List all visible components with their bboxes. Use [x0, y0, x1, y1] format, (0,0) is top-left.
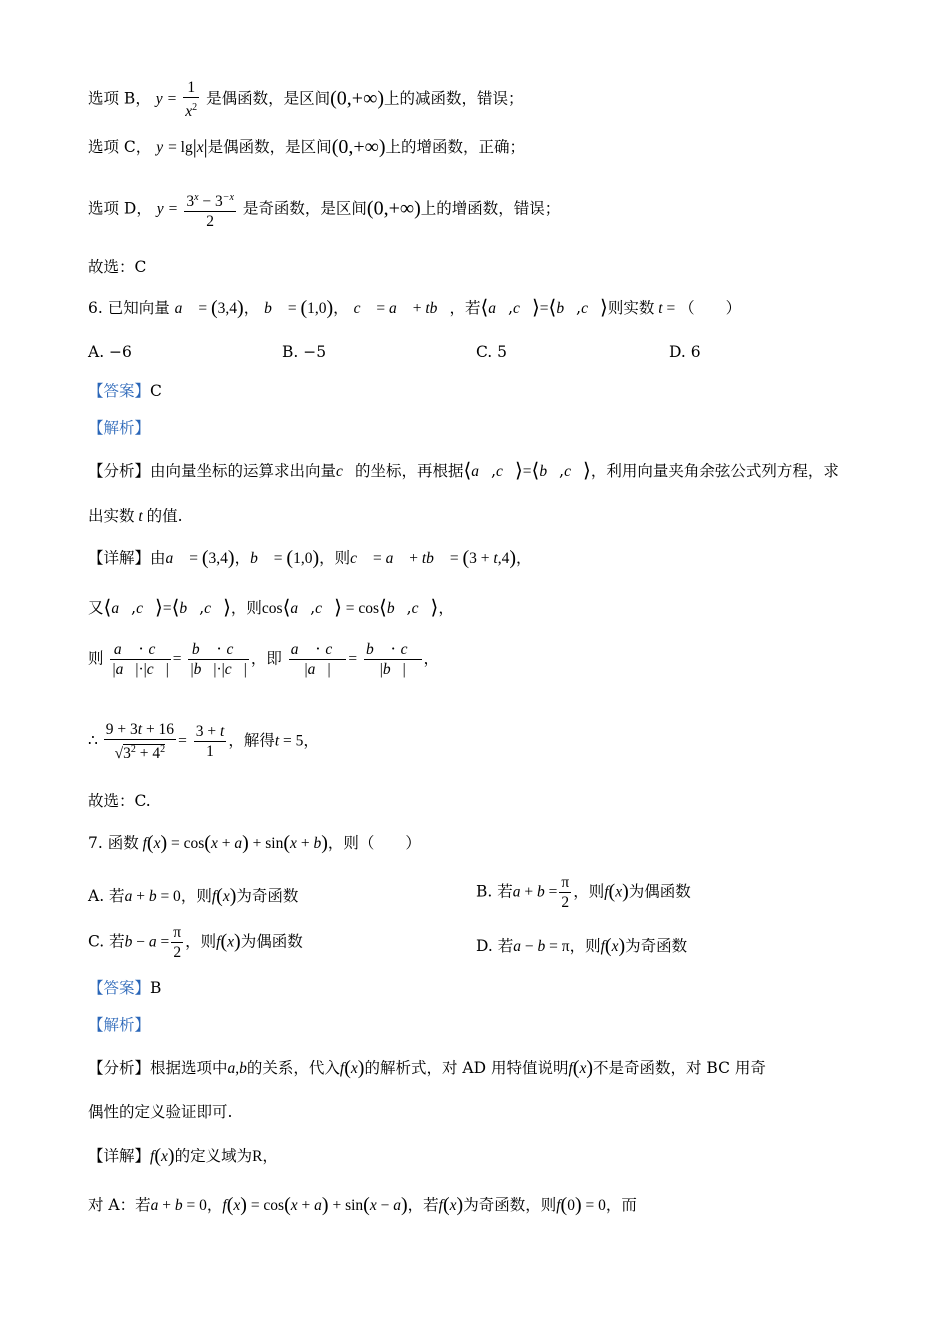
choose-line-6: 故选：C.	[88, 792, 151, 810]
q6-fenxi-line2: 出实数 t 的值.	[88, 507, 183, 525]
q6-option-b: B. −5	[282, 343, 327, 361]
q7-option-a: A. 若a + b = 0，则f(x)为奇函数	[88, 885, 299, 907]
question-7-stem: 7. 函数 f(x) = cos(x + a) + sin(x + b)，则（ ）	[88, 832, 421, 854]
choose-line: 故选：C	[88, 258, 147, 276]
q6-option-a: A. −6	[88, 343, 132, 361]
q6-option-c: C. 5	[476, 343, 508, 361]
q7-option-b: B. 若a + b = $\frac{\pi}{2}$ ，则f(x)为偶函数	[476, 874, 691, 911]
q6-answer: 【答案】C	[88, 382, 162, 400]
q7-option-c: C. 若b − a = $\frac{\pi}{2}$ ，则f(x)为偶函数	[88, 924, 303, 961]
q7-xiangjie-line2: 对 A：若a + b = 0，f(x) = cos(x + a) + sin(x − a)，若f(x)为奇函数，则f(0) = 0，而	[88, 1194, 637, 1216]
fraction: $\frac{3^x - 3^{-x}}{2}$	[184, 188, 236, 231]
q7-fenxi-line1: 【分析】根据选项中a,b的关系，代入f(x)的解析式，对 AD 用特值说明f(x)不是奇函数，对 BC 用奇	[88, 1057, 766, 1079]
q6-fenxi-line1: 【分析】由向量坐标的运算求出向量c⃗的坐标，再根据⟨a⃗,c⃗⟩=⟨b⃗,c⃗⟩，利用向量夹角余弦公式列方程，求	[88, 460, 839, 482]
option-d-line: 选项 D， y = $\frac{3^x - 3^{-x}}{2}$ 是奇函数，是区间(0,+∞)上的增函数，错误；	[88, 188, 560, 230]
question-6-stem: 6. 已知向量 a⃗ = (3,4)， b⃗ = (1,0)， c⃗ = a⃗ + tb⃗，若⟨a⃗,c⃗⟩=⟨b⃗,c⃗⟩则实数 t = （ ）	[88, 297, 742, 319]
fraction: $\frac{1}{x^2}$	[185, 79, 198, 121]
option-b-line: 选项 B， y = $\frac{1}{x^2}$ 是偶函数，是区间(0,+∞)上的减函数，错误；	[88, 79, 524, 121]
q6-option-d: D. 6	[669, 343, 701, 361]
q7-xiangjie-line1: 【详解】f(x)的定义域为R，	[88, 1145, 278, 1167]
q7-analysis-tag: 【解析】	[88, 1016, 151, 1034]
q7-fenxi-line2: 偶性的定义验证即可.	[88, 1103, 233, 1121]
q7-answer: 【答案】B	[88, 979, 162, 997]
q7-option-d: D. 若a − b = π，则f(x)为奇函数	[476, 935, 688, 957]
option-c-line: 选项 C， y = lg|x|是偶函数，是区间(0,+∞)上的增函数，正确；	[88, 136, 526, 158]
q6-xiangjie-line4: ∴ $\frac{9 + 3t + 16}{√3^2 + 4^2}$ = $\frac{3 + t}{1}$ ，解得t = 5，	[88, 721, 319, 763]
q6-analysis-tag: 【解析】	[88, 419, 151, 437]
q6-xiangjie-line3: 则 $\frac{a⃗ \cdot c⃗}{|a⃗|\cdot|c⃗|}$ = $\frac{b⃗ \cdot c⃗}{|b⃗|\cdot|c⃗|}$ ，即 $\frac{a⃗ \cdot c⃗}{|a⃗|}$ = $\frac{b⃗ \cdot c⃗}{|b⃗|}$ ，	[88, 640, 440, 678]
q6-xiangjie-line2: 又⟨a⃗,c⃗⟩=⟨b⃗,c⃗⟩，则cos⟨a⃗,c⃗⟩ = cos⟨b⃗,c⃗⟩，	[88, 597, 454, 619]
q6-xiangjie-line1: 【详解】由a⃗ = (3,4)，b⃗ = (1,0)，则c⃗ = a⃗ + tb⃗ = (3 + t,4)，	[88, 547, 532, 569]
